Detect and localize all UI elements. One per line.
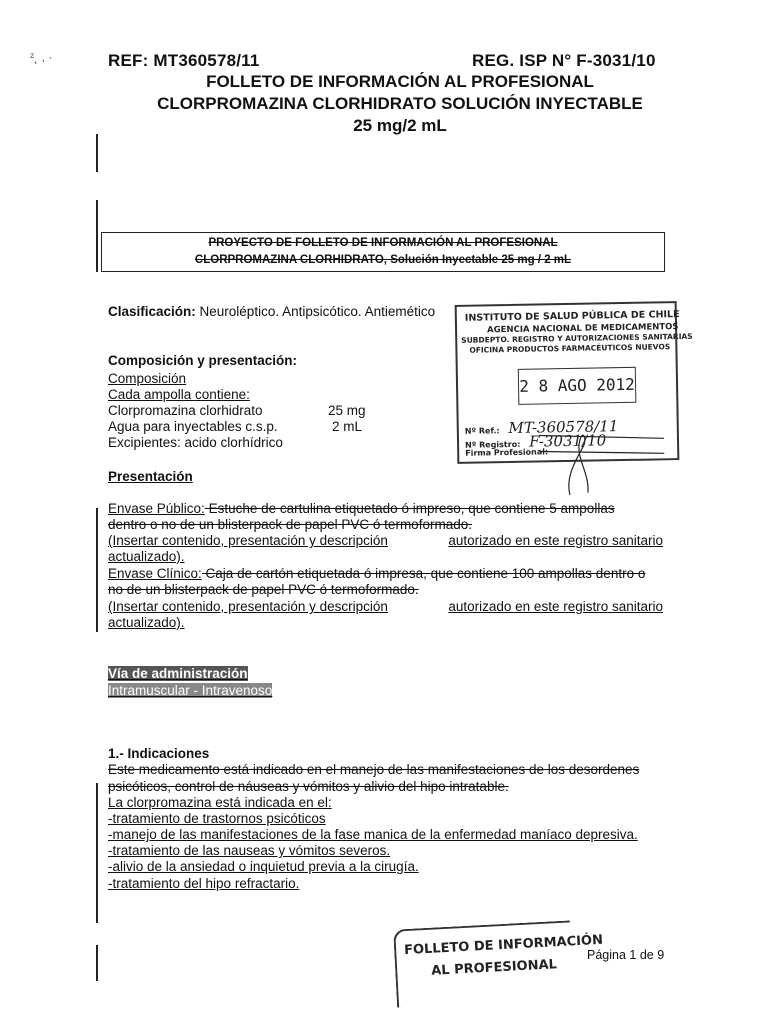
envase-publico-struck: Estuche de cartulina etiquetado ó impreso, que contiene 5 ampollas: [204, 501, 615, 516]
stamp-date: 2 8 AGO 2012: [518, 367, 637, 405]
via-heading-text: Vía de administración: [108, 666, 248, 681]
folleto-stamp-line1: FOLLETO DE INFORMACIÓN: [403, 932, 604, 959]
stamp-agency: AGENCIA NACIONAL DE MEDICAMENTOS: [486, 322, 679, 336]
indicacion-item: -tratamiento de las nauseas y vómitos severos.: [108, 843, 391, 858]
project-box-line1: PROYECTO DE FOLLETO DE INFORMACIÓN AL PROFESIONAL: [208, 237, 558, 249]
ingredient-name: Clorpromazina clorhidrato: [108, 403, 263, 418]
envase-publico-label: Envase Público:: [108, 501, 205, 516]
stamp-reg-label: Nº Registro:: [465, 439, 521, 450]
stamp-reg-value: F-3031/10: [528, 431, 607, 451]
clasificacion: [108, 304, 435, 320]
presentacion-heading: Presentación: [108, 469, 193, 484]
page-number: Página 1 de 9: [587, 948, 665, 962]
insertar-text: (Insertar contenido, presentación y descripción: [108, 599, 388, 614]
project-box-line2: CLORPROMAZINA CLORHIDRATO, Solución Inyectable 25 mg / 2 mL: [194, 254, 572, 266]
stamp-subdepto: SUBDEPTO. REGISTRO Y AUTORIZACIONES SANITARIAS: [461, 331, 693, 345]
insertar-publico: [108, 533, 663, 549]
envase-clinico-label: Envase Clínico:: [108, 566, 202, 581]
reg-number: REG. ISP N° F-3031/10: [472, 51, 656, 70]
envase-publico: [108, 501, 663, 517]
stamp-ref-label: Nº Ref.:: [464, 426, 500, 436]
clasificacion-label: Clasificación:: [108, 304, 196, 319]
insertar-text: autorizado en este registro sanitario: [448, 533, 663, 548]
ingredient-name: Agua para inyectables c.s.p.: [108, 419, 278, 434]
envase-clinico-struck: Caja de cartón etiquetada ó impresa, que contiene 100 ampollas dentro o: [201, 566, 646, 581]
via-value: [108, 683, 272, 699]
revision-bar: [96, 508, 98, 632]
indicaciones-heading: 1.- Indicaciones: [108, 746, 210, 761]
revision-bar: [96, 783, 98, 923]
folleto-stamp-line2: AL PROFESIONAL: [430, 957, 558, 979]
cada-ampolla: Cada ampolla contiene:: [108, 387, 250, 402]
indicacion-item: -tratamiento del hipo refractario.: [108, 876, 300, 891]
ref-number: REF: MT360578/11: [108, 51, 260, 70]
ingredient-name: Excipientes: acido clorhídrico: [108, 435, 283, 450]
composition-row: [108, 419, 362, 435]
project-title-box: [101, 232, 665, 272]
composicion-subheading: Composición: [108, 371, 187, 386]
via-heading: [108, 666, 248, 682]
product-title: CLORPROMAZINA CLORHIDRATO SOLUCIÓN INYECTABLE: [157, 94, 643, 113]
insertar-text: (Insertar contenido, presentación y descripción: [108, 533, 388, 548]
stamp-office: OFICINA PRODUCTOS FARMACÉUTICOS NUEVOS: [469, 342, 671, 355]
ingredient-qty: 2 mL: [332, 419, 363, 434]
indicacion-item: -manejo de las manifestaciones de la fase manica de la enfermedad maníaco depresiva.: [108, 827, 638, 842]
signature-icon: [539, 413, 671, 505]
revision-bar: [96, 134, 98, 172]
composicion-heading: Composición y presentación:: [108, 353, 298, 368]
envase-publico-struck-2: dentro o no de un blisterpack de papel PVC ó termoformado.: [108, 517, 472, 532]
insertar-clinico-end: actualizado).: [108, 615, 185, 630]
product-strength: 25 mg/2 mL: [353, 116, 447, 135]
composition-row: [108, 403, 366, 419]
indicaciones-struck-1: Este medicamento está indicado en el manejo de las manifestaciones de los desordenes: [108, 762, 640, 777]
indicacion-item: -tratamiento de trastornos psicóticos: [108, 811, 326, 826]
insertar-text: autorizado en este registro sanitario: [448, 599, 663, 614]
insertar-publico-end: actualizado).: [108, 549, 185, 564]
clasificacion-value: Neuroléptico. Antipsicótico. Antiemético: [195, 304, 436, 319]
envase-clinico: [108, 566, 663, 582]
indicacion-item: -alivio de la ansiedad o inquietud previa a la cirugía.: [108, 859, 419, 874]
folleto-stamp: [393, 920, 604, 1007]
revision-bar: [96, 200, 98, 272]
revision-bar: [96, 945, 98, 981]
envase-clinico-struck-2: no de un blisterpack de papel PVC ó termoformado.: [108, 582, 419, 597]
stamp-firma: Firma Profesional:: [465, 447, 549, 458]
indicaciones-struck-2: psicóticos, control de náuseas y vómitos y alivio del hipo intratable.: [108, 779, 509, 794]
margin-marks: ᶻ˛ , ·: [30, 50, 53, 64]
ingredient-qty: 25 mg: [328, 403, 366, 418]
stamp-ref-value: MT-360578/11: [508, 417, 619, 438]
stamp-institute: INSTITUTO DE SALUD PÚBLICA DE CHILE: [464, 309, 680, 324]
composition-row: [108, 435, 283, 451]
document-title: FOLLETO DE INFORMACIÓN AL PROFESIONAL: [206, 72, 594, 91]
insertar-clinico: [108, 599, 663, 615]
indicaciones-intro: La clorpromazina está indicada en el:: [108, 795, 332, 810]
isp-stamp: [455, 301, 693, 464]
via-value-text: Intramuscular - Intravenoso: [108, 683, 273, 698]
